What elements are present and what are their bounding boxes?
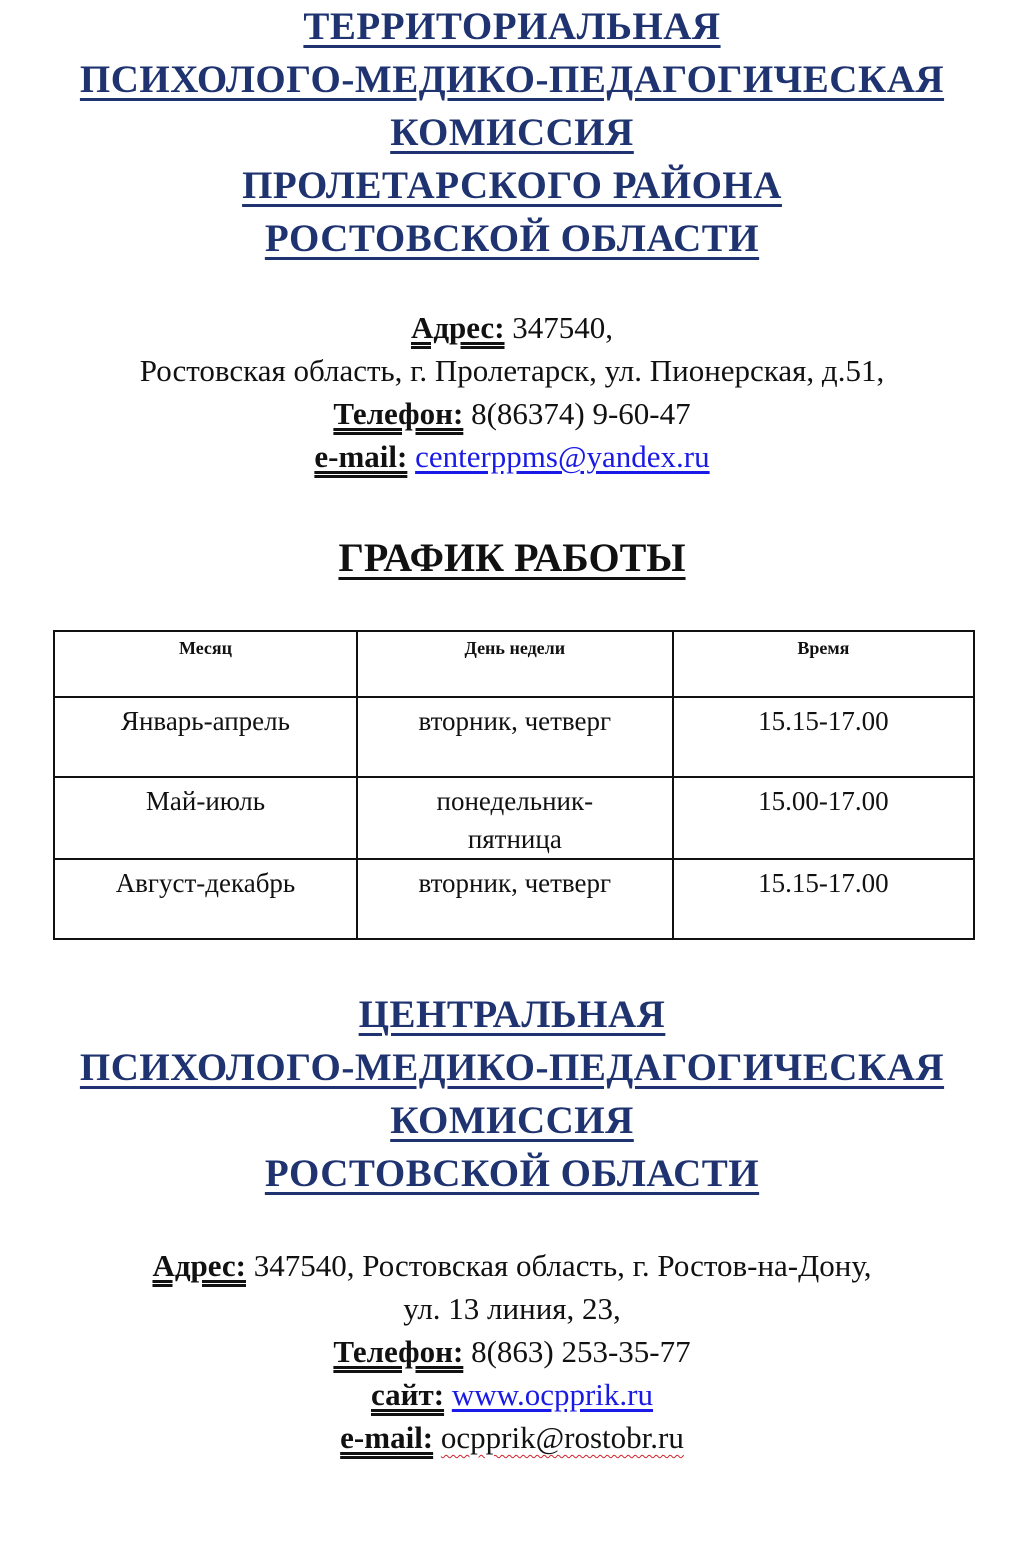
cell-weekday: вторник, четверг: [357, 859, 673, 939]
central-contacts: [0, 1244, 1024, 1459]
cell-weekday: вторник, четверг: [357, 697, 673, 777]
title-line: ПСИХОЛОГО-МЕДИКО-ПЕДАГОГИЧЕСКАЯ: [79, 58, 945, 101]
email-line: [0, 435, 1024, 478]
email-label: e-mail:: [340, 1420, 434, 1455]
email-line: [0, 1416, 1024, 1459]
address-value: 347540,: [504, 310, 614, 345]
address-label: Адрес:: [410, 310, 505, 345]
email-link[interactable]: centerppms@yandex.ru: [415, 439, 710, 474]
title-line: РОСТОВСКОЙ ОБЛАСТИ: [264, 217, 760, 260]
cell-time: 15.00-17.00: [673, 777, 974, 859]
cell-month: Январь-апрель: [54, 697, 357, 777]
title-line: ПРОЛЕТАРСКОГО РАЙОНА: [242, 164, 782, 207]
site-line: [0, 1373, 1024, 1416]
address-value: 347540, Ростовская область, г. Ростов-на-Дону,: [246, 1248, 872, 1283]
schedule-table: [53, 630, 975, 940]
address-label: Адрес:: [152, 1248, 246, 1283]
cell-month: Май-июль: [54, 777, 357, 859]
address-line-2: Ростовская область, г. Пролетарск, ул. Пионерская, д.51,: [139, 353, 885, 388]
central-commission-title: [0, 988, 1024, 1200]
cell-time: 15.15-17.00: [673, 859, 974, 939]
phone-value: 8(86374) 9-60-47: [463, 396, 691, 431]
phone-label: Телефон:: [333, 1334, 464, 1369]
territorial-commission-title: [0, 0, 1024, 265]
title-line: КОМИССИЯ: [390, 111, 634, 154]
table-row: [54, 777, 974, 859]
header-weekday: День недели: [357, 631, 673, 697]
cell-weekday: [357, 777, 673, 859]
header-month: Месяц: [54, 631, 357, 697]
site-link[interactable]: www.ocpprik.ru: [451, 1377, 653, 1412]
title-line: РОСТОВСКОЙ ОБЛАСТИ: [264, 1152, 760, 1195]
table-row: [54, 697, 974, 777]
phone-value: 8(863) 253-35-77: [463, 1334, 691, 1369]
title-line: ПСИХОЛОГО-МЕДИКО-ПЕДАГОГИЧЕСКАЯ: [79, 1046, 945, 1089]
table-header-row: [54, 631, 974, 697]
table-row: [54, 859, 974, 939]
address-line: [0, 1244, 1024, 1287]
title-line: ТЕРРИТОРИАЛЬНАЯ: [303, 5, 721, 48]
phone-label: Телефон:: [333, 396, 464, 431]
phone-line: [0, 1330, 1024, 1373]
schedule-title: ГРАФИК РАБОТЫ: [338, 535, 686, 580]
cell-month: Август-декабрь: [54, 859, 357, 939]
email-label: e-mail:: [314, 439, 408, 474]
site-label: сайт:: [371, 1377, 445, 1412]
address-line: [0, 306, 1024, 349]
weekday-text: понедельник-пятница: [436, 786, 594, 854]
address-line-2: ул. 13 линия, 23,: [403, 1291, 621, 1326]
header-time: Время: [673, 631, 974, 697]
title-line: КОМИССИЯ: [390, 1099, 634, 1142]
territorial-contacts: [0, 306, 1024, 478]
email-value: ocpprik@rostobr.ru: [440, 1420, 684, 1455]
cell-time: 15.15-17.00: [673, 697, 974, 777]
title-line: ЦЕНТРАЛЬНАЯ: [358, 993, 666, 1036]
phone-line: [0, 392, 1024, 435]
